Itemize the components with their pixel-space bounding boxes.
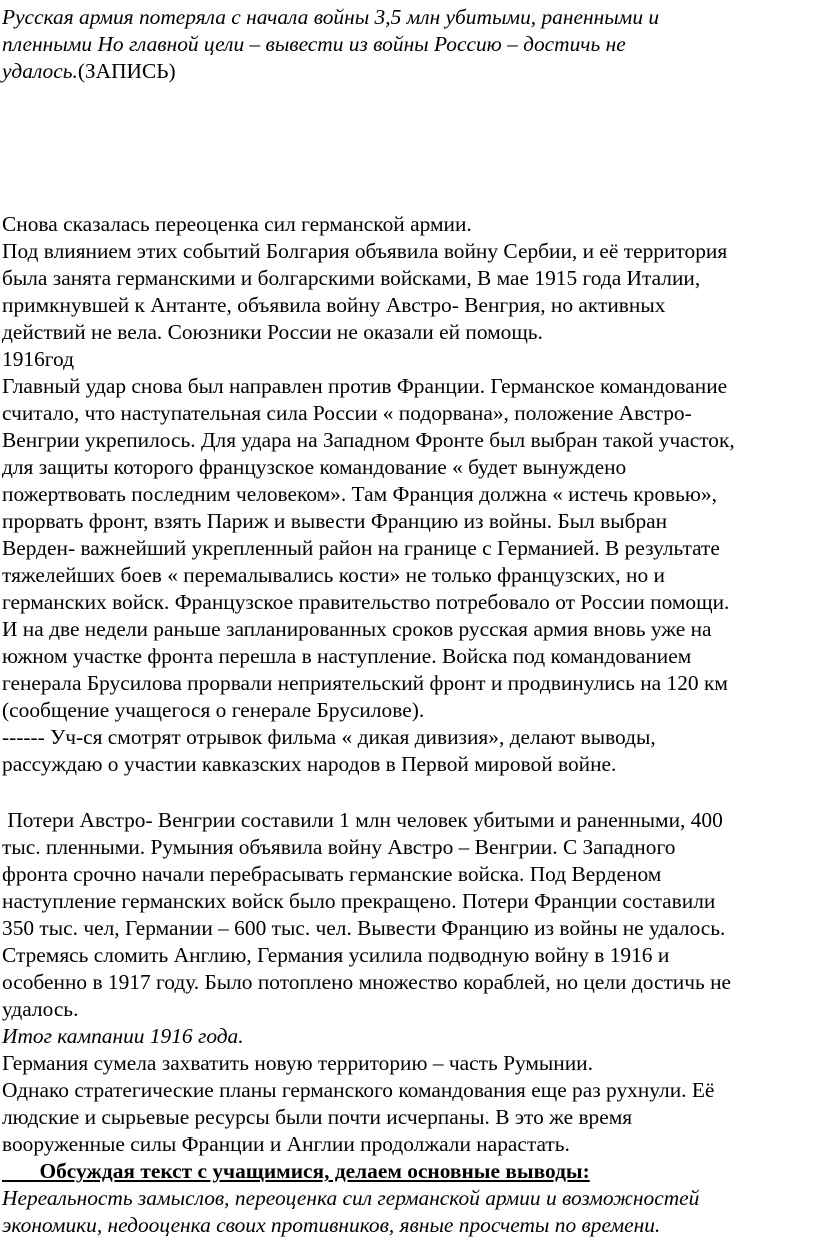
text-line: считало, что наступательная сила России « подорвана», положение Австро- <box>2 401 692 425</box>
text-line: Стремясь сломить Англию, Германия усилила подводную войну в 1916 и <box>2 943 670 967</box>
text-line: рассуждаю о участии кавказских народов в Первой мировой войне. <box>2 752 617 776</box>
text-line: Главный удар снова был направлен против Франции. Германское командование <box>2 374 728 398</box>
text-line: Потери Австро- Венгрии составили 1 млн человек убитыми и раненными, 400 <box>2 808 723 832</box>
text-line: германских войск. Французское правительство потребовало от России помощи. <box>2 590 730 614</box>
body-paragraph-2 <box>2 807 814 1023</box>
heading-indent <box>2 1159 39 1183</box>
conclusion-heading-line <box>2 1158 814 1185</box>
text-line: наступление германских войск было прекращено. Потери Франции составили <box>2 889 716 913</box>
text-line: людские и сырьевые ресурсы были почти исчерпаны. В это же время <box>2 1105 633 1129</box>
summary-section <box>2 1023 814 1158</box>
text-line: была занята германскими и болгарскими войсками, В мае 1915 года Италии, <box>2 266 701 290</box>
text-line: (сообщение учащегося о генерале Брусилове). <box>2 698 425 722</box>
text-line: 350 тыс. чел, Германии – 600 тыс. чел. Вывести Францию из войны не удалось. <box>2 916 726 940</box>
text-line: примкнувшей к Антанте, объявила войну Австро- Венгрия, но активных <box>2 293 666 317</box>
text-line: фронта срочно начали перебрасывать германские войска. Под Верденом <box>2 862 662 886</box>
text-line: действий не вела. Союзники России не оказали ей помощь. <box>2 320 543 344</box>
conclusion-line: Нереальность замыслов, переоценка сил германской армии и возможностей <box>2 1186 700 1210</box>
conclusion-line: экономики, недооценка своих противников, явные просчеты по времени. <box>2 1213 661 1237</box>
summary-title: Итог кампании 1916 года. <box>2 1024 244 1048</box>
conclusion-section <box>2 1158 814 1239</box>
text-line: удалось. <box>2 997 79 1021</box>
text-line: Снова сказалась переоценка сил германской армии. <box>2 212 472 236</box>
text-line: особенно в 1917 году. Было потоплено множество кораблей, но цели достичь не <box>2 970 732 994</box>
text-line: тыс. пленными. Румыния объявила войну Австро – Венгрии. С Западного <box>2 835 676 859</box>
year-heading: 1916год <box>2 347 74 371</box>
text-line: Под влиянием этих событий Болгария объявила войну Сербии, и её территория <box>2 239 728 263</box>
record-tag: (ЗАПИСЬ) <box>77 59 176 83</box>
text-line: вооруженные силы Франции и Англии продолжали нарастать. <box>2 1132 570 1156</box>
text-line: И на две недели раньше запланированных сроков русская армия вновь уже на <box>2 617 712 641</box>
text-line: пожертвовать последним человеком». Там Франция должна « истечь кровью», <box>2 482 717 506</box>
text-line: тяжелейших боев « перемалывались кости» не только французских, но и <box>2 563 665 587</box>
text-line: прорвать фронт, взять Париж и вывести Францию из войны. Был выбран <box>2 509 668 533</box>
intro-last-line <box>2 58 814 85</box>
text-line: Верден- важнейший укрепленный район на границе с Германией. В результате <box>2 536 720 560</box>
intro-line: пленными Но главной цели – вывести из войны Россию – достичь не <box>2 32 626 56</box>
conclusion-heading: Обсуждая текст с учащимися, делаем основные выводы: <box>39 1159 590 1183</box>
text-line: Однако стратегические планы германского командования еще раз рухнули. Её <box>2 1078 715 1102</box>
text-line: генерала Брусилова прорвали неприятельский фронт и продвинулись на 120 км <box>2 671 728 695</box>
body-paragraph-1 <box>2 211 814 778</box>
text-line: южном участке фронта перешла в наступление. Войска под командованием <box>2 644 692 668</box>
intro-last-italic: удалось. <box>2 59 78 83</box>
intro-paragraph <box>2 4 814 85</box>
text-line: ------ Уч-ся смотрят отрывок фильма « дикая дивизия», делают выводы, <box>2 725 656 749</box>
text-line: Германия сумела захватить новую территорию – часть Румынии. <box>2 1051 593 1075</box>
text-line: для защиты которого французское командование « будет вынуждено <box>2 455 627 479</box>
text-line: Венгрии укрепилось. Для удара на Западном Фронте был выбран такой участок, <box>2 428 735 452</box>
intro-line: Русская армия потеряла с начала войны 3,5 млн убитыми, раненными и <box>2 5 660 29</box>
